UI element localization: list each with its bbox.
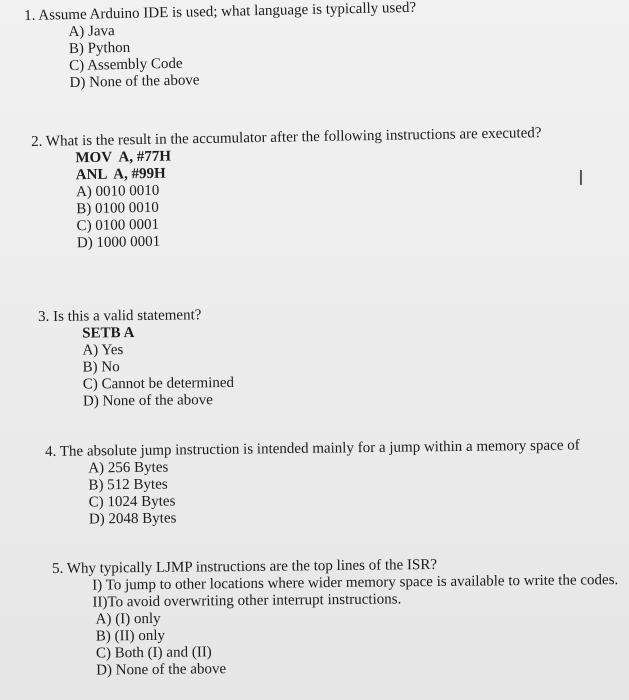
question-5 [52, 555, 619, 680]
question-5-option-c: C) Both (I) and (II) [95, 644, 212, 662]
question-1-stem: 1. Assume Arduino IDE is used; what language is typically used? [24, 0, 417, 24]
question-4-stem: 4. The absolute jump instruction is intended mainly for a jump within a memory space of [45, 437, 580, 460]
question-2-body [31, 142, 543, 253]
question-5-option-a: A) (I) only [95, 610, 161, 628]
question-3 [38, 307, 234, 411]
question-2-option-c: C) 0100 0001 [76, 216, 160, 235]
question-2-option-a: A) 0010 0010 [75, 182, 160, 201]
question-1-option-d: D) None of the above [69, 72, 200, 92]
question-3-body [38, 324, 234, 411]
question-5-statement-1: I) To jump to other locations where wider memory space is available to write the codes. [92, 572, 619, 594]
question-2-code-line-1: MOV A, #77H [75, 148, 172, 167]
question-3-code-line-1: SETB A [82, 324, 135, 342]
question-2 [31, 125, 543, 253]
question-5-stem: 5. Why typically LJMP instructions are the top lines of the ISR? [52, 556, 438, 577]
question-5-option-b: B) (II) only [95, 627, 166, 645]
question-4-option-c: C) 1024 Bytes [88, 493, 176, 511]
question-2-code-line-2: ANL A, #99H [75, 165, 166, 184]
question-3-option-a: A) Yes [82, 342, 124, 359]
question-4-option-a: A) 256 Bytes [88, 459, 169, 477]
question-3-option-c: C) Cannot be determined [82, 374, 235, 393]
question-1-option-a: A) Java [68, 23, 115, 41]
question-2-option-b: B) 0100 0010 [76, 199, 159, 218]
question-1-option-b: B) Python [68, 39, 131, 58]
question-5-options [53, 606, 620, 680]
text-cursor-icon: I [578, 166, 584, 190]
question-5-option-d: D) None of the above [96, 661, 227, 679]
question-1-option-c: C) Assembly Code [69, 55, 183, 75]
question-3-option-b: B) No [82, 359, 120, 376]
question-1-options [24, 17, 417, 93]
question-4 [45, 437, 581, 529]
question-4-option-b: B) 512 Bytes [88, 476, 168, 494]
question-4-option-d: D) 2048 Bytes [88, 510, 177, 528]
question-1 [24, 0, 418, 93]
question-3-option-d: D) None of the above [82, 392, 214, 410]
question-4-options [45, 454, 580, 529]
question-2-stem: 2. What is the result in the accumulator after the following instructions are executed? [31, 125, 542, 150]
question-2-option-d: D) 1000 0001 [76, 233, 161, 252]
question-5-statement-2: II)To avoid overwriting other interrupt instructions. [92, 591, 402, 611]
question-3-stem: 3. Is this a valid statement? [38, 307, 202, 325]
